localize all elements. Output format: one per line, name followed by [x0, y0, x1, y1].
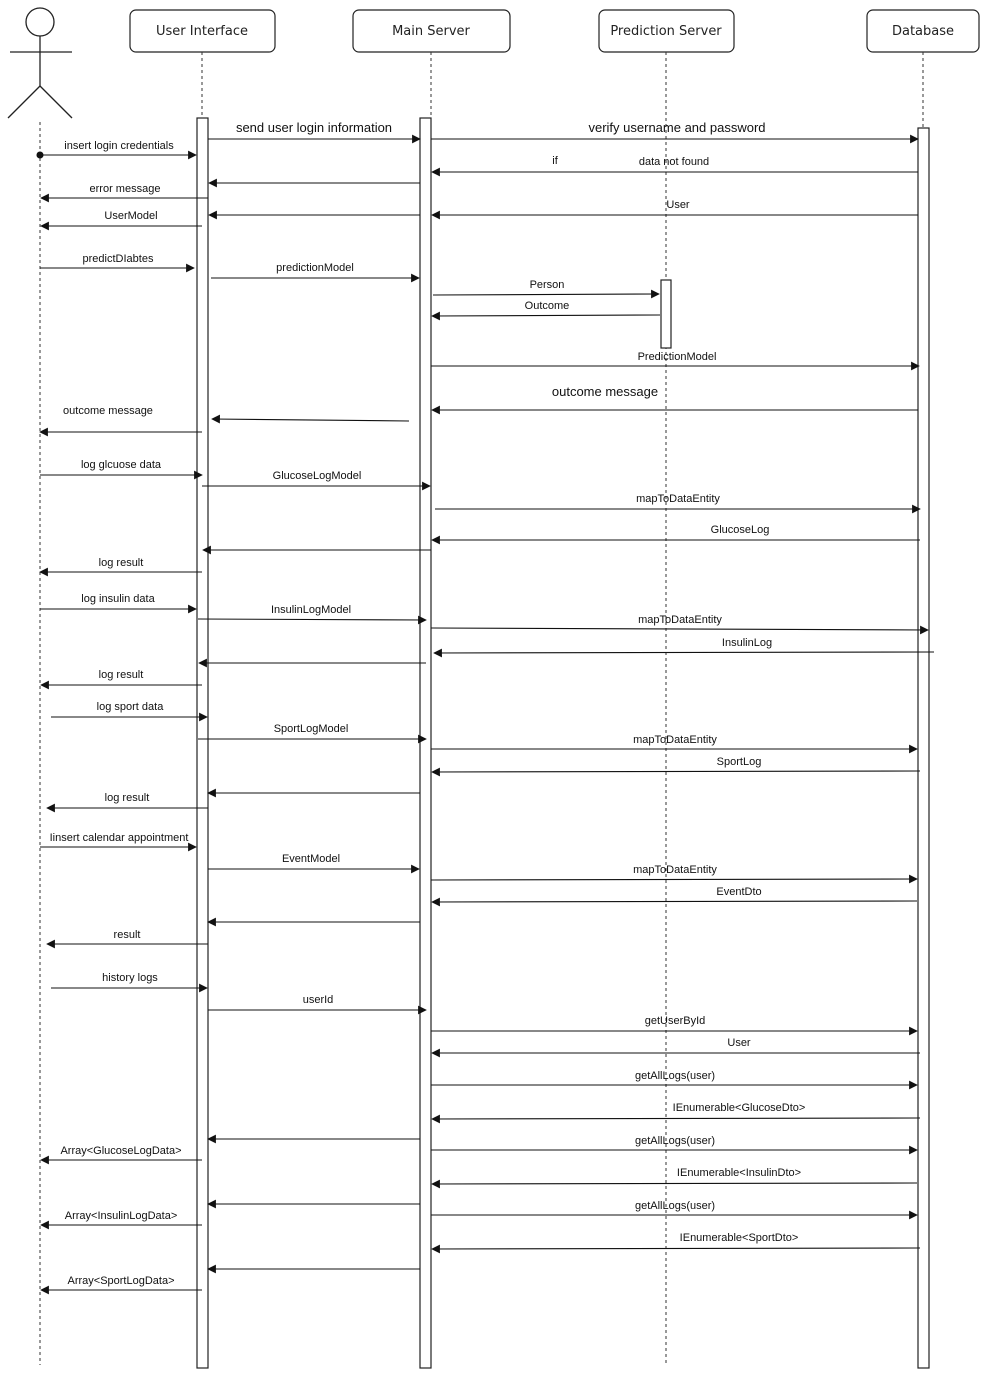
participant-db — [867, 10, 979, 52]
message-16 — [212, 419, 409, 421]
actor-figure — [8, 8, 72, 118]
message-4 — [432, 156, 918, 172]
message-19 — [202, 470, 430, 486]
message-label: log result — [98, 557, 144, 569]
message-label: log sport data — [96, 701, 164, 713]
message-label: Iinsert calendar appointment — [49, 832, 189, 844]
pred-activation — [661, 280, 671, 348]
message-label: GlucoseLog — [710, 524, 770, 536]
participant-db-label: Database — [891, 24, 955, 39]
message-arrow — [431, 628, 928, 630]
message-36 — [40, 832, 196, 847]
message-arrow — [433, 294, 659, 295]
message-44 — [431, 1015, 917, 1031]
message-label: getUserById — [644, 1015, 706, 1027]
message-57 — [41, 1275, 202, 1290]
message-label: SportLogModel — [273, 723, 349, 735]
message-label: Person — [529, 279, 565, 291]
message-11 — [211, 262, 419, 278]
message-30 — [51, 701, 207, 717]
message-50 — [41, 1145, 202, 1160]
message-label: error message — [89, 183, 161, 195]
participant-pred-label: Prediction Server — [610, 24, 722, 39]
message-arrow — [198, 619, 426, 620]
actor-head — [26, 8, 54, 36]
message-label: log glcuose data — [80, 459, 162, 471]
message-label: Array<SportLogData> — [67, 1275, 175, 1287]
message-label: Outcome — [524, 300, 570, 312]
message-label: InsulinLogModel — [270, 604, 352, 616]
message-0 — [208, 120, 420, 139]
message-label: getAllLogs(user) — [634, 1200, 716, 1212]
message-12 — [433, 279, 659, 295]
message-29 — [41, 669, 202, 685]
message-label: predictionModel — [276, 262, 354, 274]
message-label: log result — [98, 669, 144, 681]
message-26 — [431, 614, 928, 630]
message-label: mapToDataEntity — [638, 614, 722, 626]
message-23 — [40, 557, 202, 572]
message-25 — [198, 604, 426, 620]
message-37 — [208, 853, 419, 869]
message-2 — [40, 140, 196, 155]
message-arrow — [432, 1183, 917, 1184]
ui-activation — [197, 118, 208, 1368]
message-label: verify username and password — [588, 120, 766, 135]
message-label: User — [727, 1037, 751, 1049]
message-label: mapToDataEntity — [636, 493, 720, 505]
message-13 — [432, 300, 660, 316]
message-arrow — [431, 879, 917, 880]
message-label: mapToDataEntity — [633, 864, 717, 876]
message-label: insert login credentials — [64, 140, 174, 152]
message-10 — [40, 253, 194, 268]
message-17 — [40, 405, 202, 432]
message-15 — [432, 384, 918, 410]
participant-main — [353, 10, 510, 52]
message-3 — [552, 155, 558, 167]
message-6 — [41, 183, 208, 198]
message-55 — [432, 1232, 920, 1249]
message-43 — [208, 994, 426, 1010]
message-label: getAllLogs(user) — [634, 1070, 716, 1082]
message-38 — [431, 864, 917, 880]
message-24 — [40, 593, 196, 609]
message-39 — [432, 886, 917, 902]
message-14 — [431, 351, 919, 366]
message-53 — [431, 1200, 917, 1215]
message-35 — [47, 792, 208, 808]
message-label: InsulinLog — [721, 637, 773, 649]
message-label: IEnumerable<GlucoseDto> — [672, 1102, 806, 1114]
message-label: GlucoseLogModel — [272, 470, 362, 482]
message-label: IEnumerable<InsulinDto> — [676, 1167, 802, 1179]
message-label: UserModel — [104, 210, 158, 222]
message-arrow — [432, 1248, 920, 1249]
message-arrow — [434, 652, 934, 653]
message-arrow — [432, 901, 917, 902]
actor-right-leg — [40, 86, 72, 118]
participant-pred — [599, 10, 734, 52]
message-1 — [431, 120, 918, 139]
message-label: if — [552, 155, 558, 167]
actor-left-leg — [8, 86, 40, 118]
message-45 — [432, 1037, 920, 1053]
message-label: log result — [104, 792, 150, 804]
participant-ui-label: User Interface — [156, 24, 248, 39]
message-label: Array<InsulinLogData> — [64, 1210, 178, 1222]
message-label: log insulin data — [81, 593, 155, 605]
messages — [40, 120, 934, 1290]
message-label: data not found — [638, 156, 710, 168]
message-27 — [434, 637, 934, 653]
message-label: User — [666, 199, 690, 211]
message-21 — [432, 524, 920, 540]
message-arrow — [432, 771, 920, 772]
message-54 — [41, 1210, 202, 1225]
participant-main-label: Main Server — [392, 24, 470, 39]
message-label: outcome message — [63, 405, 153, 417]
message-label: PredictionModel — [637, 351, 717, 363]
message-arrow — [212, 419, 409, 421]
participant-ui — [130, 10, 275, 52]
message-label: mapToDataEntity — [633, 734, 717, 746]
message-label: result — [113, 929, 141, 941]
message-label: send user login information — [235, 120, 393, 135]
message-41 — [47, 929, 208, 944]
message-label: Array<GlucoseLogData> — [60, 1145, 182, 1157]
message-49 — [431, 1135, 917, 1150]
db-activation — [918, 128, 929, 1368]
message-label: IEnumerable<SportDto> — [679, 1232, 799, 1244]
message-label: getAllLogs(user) — [634, 1135, 716, 1147]
message-label: predictDIabtes — [82, 253, 154, 265]
message-47 — [432, 1102, 920, 1119]
message-arrow — [432, 1118, 920, 1119]
message-arrow — [432, 315, 660, 316]
message-51 — [432, 1167, 917, 1184]
main-activation — [420, 118, 431, 1368]
message-42 — [51, 972, 207, 988]
message-7 — [432, 199, 918, 215]
message-label: SportLog — [716, 756, 762, 768]
message-label: EventDto — [716, 886, 762, 898]
message-31 — [198, 723, 426, 739]
message-32 — [431, 734, 917, 749]
message-18 — [40, 459, 202, 475]
message-9 — [41, 210, 202, 226]
message-33 — [432, 756, 920, 772]
message-label: userId — [302, 994, 334, 1006]
message-label: EventModel — [281, 853, 341, 865]
message-46 — [431, 1070, 917, 1085]
message-label: outcome message — [551, 384, 659, 399]
message-20 — [435, 493, 920, 509]
message-label: history logs — [102, 972, 158, 984]
